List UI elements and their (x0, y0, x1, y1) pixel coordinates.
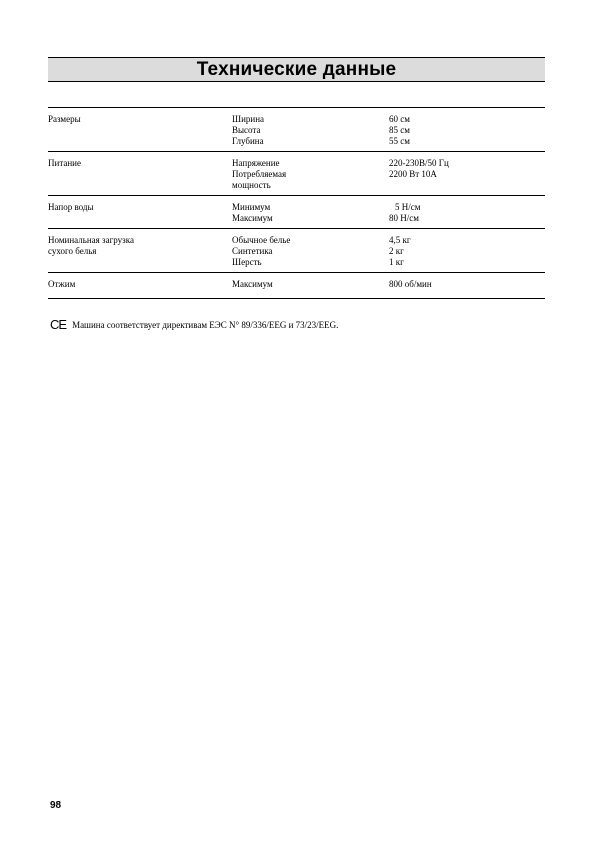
param-value: 220-230В/50 Гц (389, 158, 449, 168)
param-value: 800 об/мин (389, 279, 432, 289)
page-number: 98 (50, 800, 62, 811)
param-label: Высота (232, 125, 261, 135)
param-label: Ширина (232, 114, 265, 124)
param-label: Обычное белье (232, 235, 291, 245)
ce-mark-icon: CE (50, 317, 67, 332)
row-params (232, 158, 382, 191)
spec-row-power (48, 152, 545, 196)
param-label: Максимум (232, 213, 273, 223)
row-params (232, 279, 382, 290)
param-value: 80 Н/см (389, 213, 419, 223)
title-bar (48, 57, 545, 82)
page-title: Технические данные (196, 59, 397, 80)
param-value: 85 см (389, 125, 410, 135)
param-value: 2200 Вт 10А (389, 169, 437, 179)
compliance-note (50, 318, 338, 332)
row-values (389, 158, 539, 180)
category-line: Размеры (48, 114, 81, 124)
spec-table (48, 107, 545, 299)
row-category (48, 114, 218, 125)
param-label: Синтетика (232, 246, 273, 256)
category-line: Питание (48, 158, 81, 168)
row-values (389, 114, 539, 147)
row-params (232, 114, 382, 147)
category-line: Номинальная загрузка (48, 235, 134, 245)
param-label: Шерсть (232, 257, 262, 267)
param-value: 55 см (389, 136, 410, 146)
row-params (232, 235, 382, 268)
category-line: Отжим (48, 279, 76, 289)
row-category (48, 279, 218, 290)
param-label: Напряжение (232, 158, 280, 168)
row-category (48, 235, 218, 257)
param-value: 4,5 кг (389, 235, 411, 245)
spec-row-dimensions (48, 108, 545, 152)
param-value: 1 кг (389, 257, 404, 267)
row-values (389, 279, 539, 290)
row-category (48, 202, 218, 213)
compliance-text: Машина соответствует директивам ЕЭС N° 89/336/EEG и 73/23/EEG. (72, 320, 339, 330)
param-value: 5 Н/см (395, 202, 421, 212)
param-value: 60 см (389, 114, 410, 124)
param-label: Минимум (232, 202, 271, 212)
row-params (232, 202, 382, 224)
spec-row-spin (48, 273, 545, 299)
row-values (389, 202, 539, 224)
param-value: 2 кг (389, 246, 404, 256)
category-line: сухого белья (48, 246, 97, 256)
row-category (48, 158, 218, 169)
spec-row-water-pressure (48, 196, 545, 229)
category-line: Напор воды (48, 202, 94, 212)
row-values (389, 235, 539, 268)
param-label: Максимум (232, 279, 273, 289)
spec-row-load (48, 229, 545, 273)
param-label: Глубина (232, 136, 264, 146)
param-label: мощность (232, 180, 271, 190)
param-label: Потребляемая (232, 169, 287, 179)
